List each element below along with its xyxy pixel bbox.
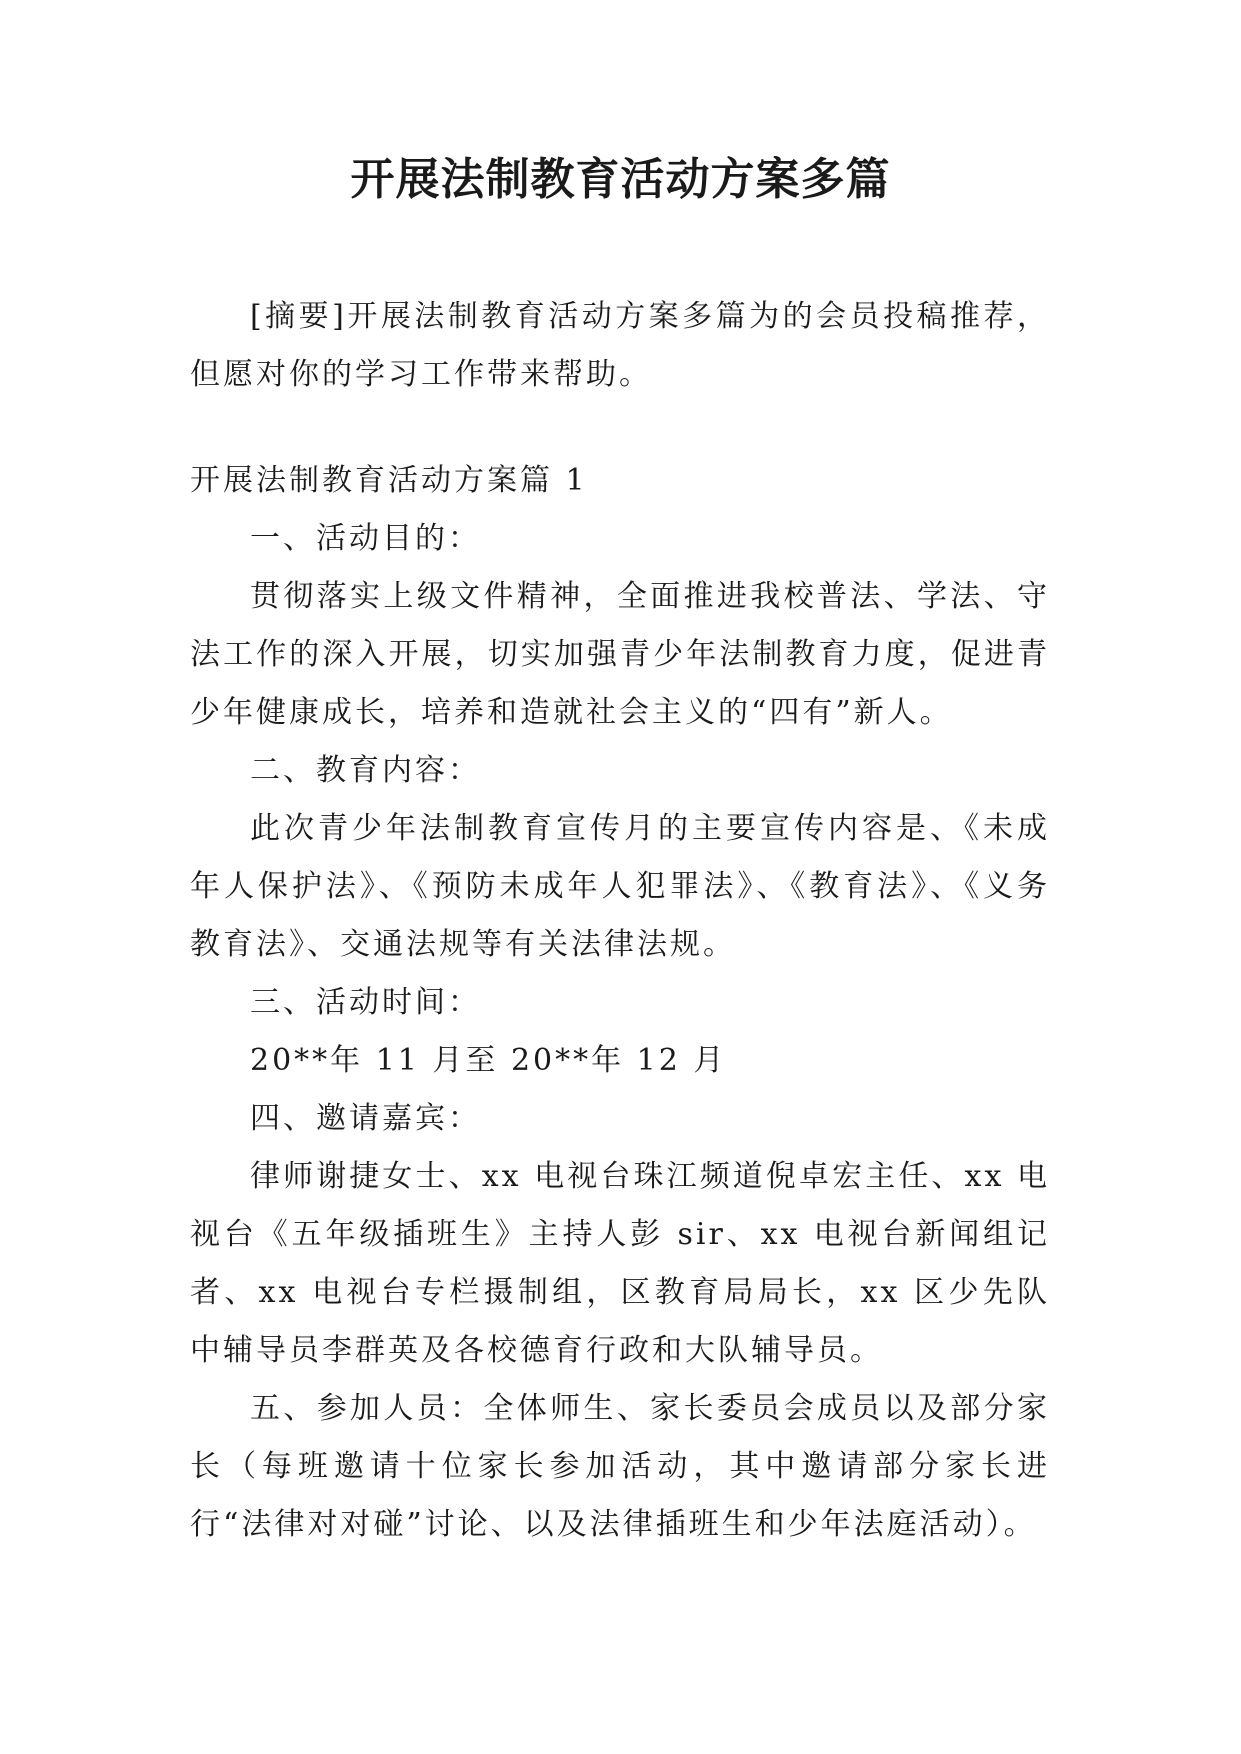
heading-content: 二、教育内容： xyxy=(250,753,481,788)
heading-guests: 四、邀请嘉宾： xyxy=(250,1101,481,1136)
paragraph-guests: 律师谢捷女士、xx 电视台珠江频道倪卓宏主任、xx 电视台《五年级插班生》主持人彭 sir、xx 电视台新闻组记者、xx 电视台专栏摄制组，区教育局局长，xx 区少先队中辅导员李群英及各校德育行政和大队辅导员。 xyxy=(190,1159,1050,1368)
paragraph-purpose: 贯彻落实上级文件精神，全面推进我校普法、学法、守法工作的深入开展，切实加强青少年法制教育力度，促进青少年健康成长，培养和造就社会主义的“四有”新人。 xyxy=(190,579,1050,730)
document-body xyxy=(190,288,1050,1554)
paragraph-content: 此次青少年法制教育宣传月的主要宣传内容是、《未成年人保护法》、《预防未成年人犯罪法》、《教育法》、《义务教育法》、交通法规等有关法律法规。 xyxy=(190,811,1050,962)
heading-purpose: 一、活动目的： xyxy=(250,521,481,556)
paragraph-time: 20**年 11 月至 20**年 12 月 xyxy=(250,1043,727,1078)
document-title: 开展法制教育活动方案多篇 xyxy=(350,154,891,205)
section-title: 开展法制教育活动方案篇 1 xyxy=(190,463,588,498)
heading-time: 三、活动时间： xyxy=(250,985,481,1020)
paragraph-participants: 五、参加人员：全体师生、家长委员会成员以及部分家长（每班邀请十位家长参加活动，其中邀请部分家长进行“法律对对碰”讨论、以及法律插班生和少年法庭活动）。 xyxy=(190,1391,1050,1542)
abstract-paragraph: [摘要]开展法制教育活动方案多篇为的会员投稿推荐，但愿对你的学习工作带来帮助。 xyxy=(190,299,1050,392)
